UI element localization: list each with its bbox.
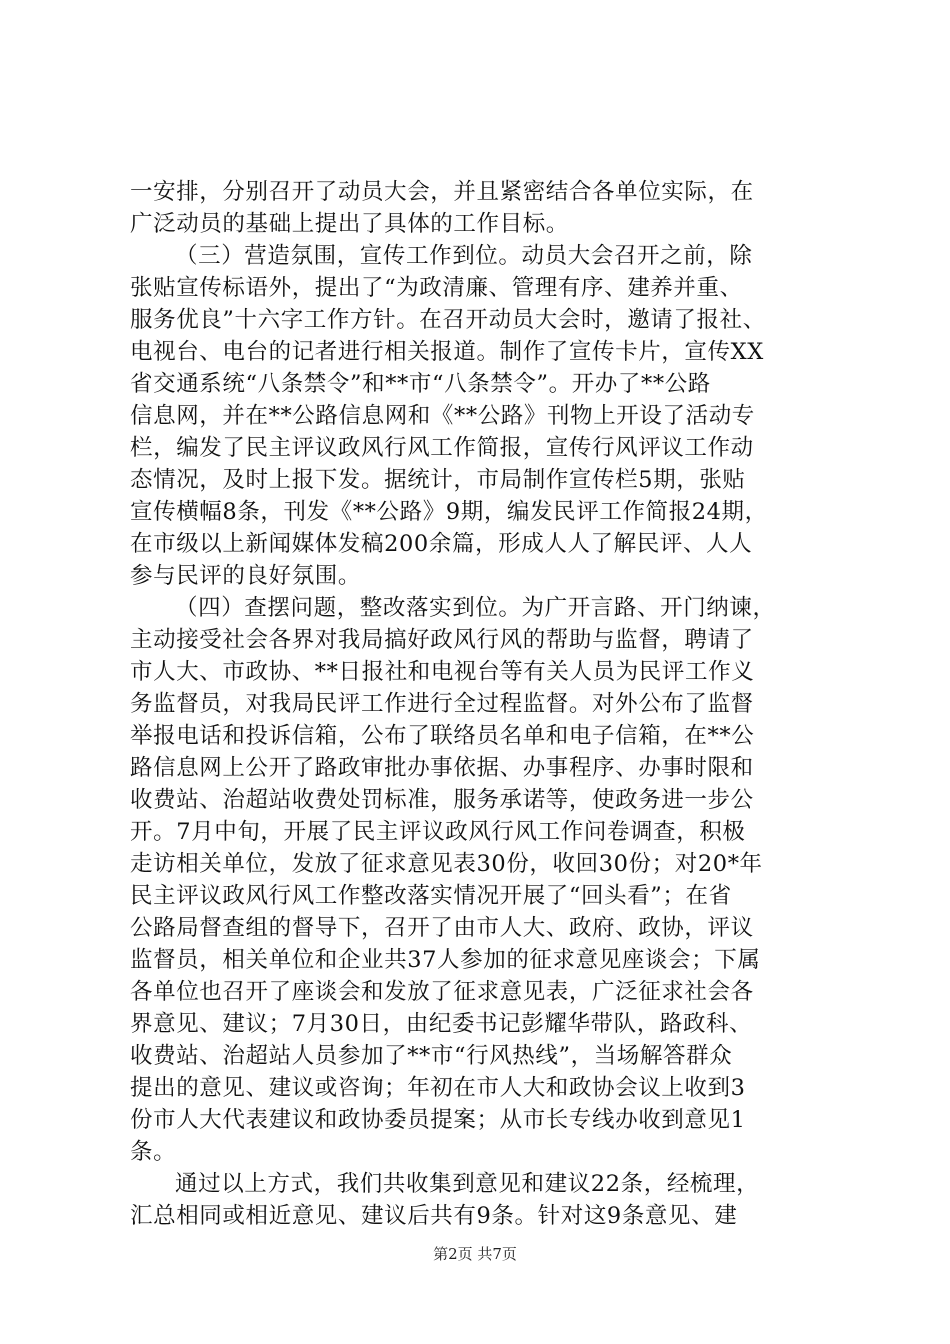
text-line: 举报电话和投诉信箱，公布了联络员名单和电子信箱，在**公 bbox=[130, 723, 755, 749]
text-line: 电视台、电台的记者进行相关报道。制作了宣传卡片，宣传XX bbox=[130, 339, 764, 365]
text-line: 市人大、市政协、**日报社和电视台等有关人员为民评工作义 bbox=[130, 659, 755, 685]
text-line: 务监督员，对我局民评工作进行全过程监督。对外公布了监督 bbox=[130, 691, 754, 717]
text-line: 参与民评的良好氛围。 bbox=[130, 563, 362, 589]
text-line: 汇总相同或相近意见、建议后共有9条。针对这9条意见、建 bbox=[130, 1203, 738, 1229]
text-line: 广泛动员的基础上提出了具体的工作目标。 bbox=[130, 211, 569, 237]
text-line: 收费站、治超站人员参加了**市“行风热线”，当场解答群众 bbox=[130, 1043, 733, 1069]
text-line: 民主评议政风行风工作整改落实情况开展了“回头看”；在省 bbox=[130, 883, 732, 909]
text-line: 条。 bbox=[130, 1139, 177, 1165]
text-line: 提出的意见、建议或咨询；年初在市人大和政协会议上收到3 bbox=[130, 1075, 746, 1101]
text-line: 张贴宣传标语外，提出了“为政清廉、管理有序、建养并重、 bbox=[130, 275, 743, 301]
text-line: 开。7月中旬，开展了民主评议政风行风工作问卷调查，积极 bbox=[130, 819, 746, 845]
section-heading-line: （三）营造氛围，宣传工作到位。动员大会召开之前，除 bbox=[175, 243, 753, 269]
text-line: 通过以上方式，我们共收集到意见和建议22条，经梳理， bbox=[175, 1171, 760, 1197]
text-line: 态情况，及时上报下发。据统计，市局制作宣传栏5期，张贴 bbox=[130, 467, 746, 493]
text-line: 监督员，相关单位和企业共37人参加的征求意见座谈会；下属 bbox=[130, 947, 761, 973]
text-line: 路信息网上公开了路政审批办事依据、办事程序、办事时限和 bbox=[130, 755, 754, 781]
section-heading-line: （四）查摆问题，整改落实到位。为广开言路、开门纳谏， bbox=[175, 595, 776, 621]
text-line: 公路局督查组的督导下，召开了由市人大、政府、政协，评议 bbox=[130, 915, 754, 941]
text-line: 界意见、建议；7月30日，由纪委书记彭耀华带队，路政科、 bbox=[130, 1011, 753, 1037]
text-line: 走访相关单位，发放了征求意见表30份，收回30份；对20*年 bbox=[130, 851, 763, 877]
text-line: 各单位也召开了座谈会和发放了征求意见表，广泛征求社会各 bbox=[130, 979, 754, 1005]
page-number-footer: 第2页 共7页 bbox=[433, 1245, 517, 1263]
text-line: 省交通系统“八条禁令”和**市“八条禁令”。开办了**公路 bbox=[130, 371, 711, 397]
text-line: 主动接受社会各界对我局搞好政风行风的帮助与监督，聘请了 bbox=[130, 627, 754, 653]
text-line: 一安排，分别召开了动员大会，并且紧密结合各单位实际，在 bbox=[130, 179, 754, 205]
text-line: 宣传横幅8条，刊发《**公路》9期，编发民评工作简报24期， bbox=[130, 499, 768, 525]
text-line: 份市人大代表建议和政协委员提案；从市长专线办收到意见1 bbox=[130, 1107, 746, 1133]
text-line: 在市级以上新闻媒体发稿200余篇，形成人人了解民评、人人 bbox=[130, 531, 753, 557]
text-line: 收费站、治超站收费处罚标准，服务承诺等，使政务进一步公 bbox=[130, 787, 754, 813]
text-line: 服务优良”十六字工作方针。在召开动员大会时，邀请了报社、 bbox=[130, 307, 766, 333]
text-line: 栏，编发了民主评议政风行风工作简报，宣传行风评议工作动 bbox=[130, 435, 754, 461]
text-line: 信息网，并在**公路信息网和《**公路》刊物上开设了活动专 bbox=[130, 403, 755, 429]
